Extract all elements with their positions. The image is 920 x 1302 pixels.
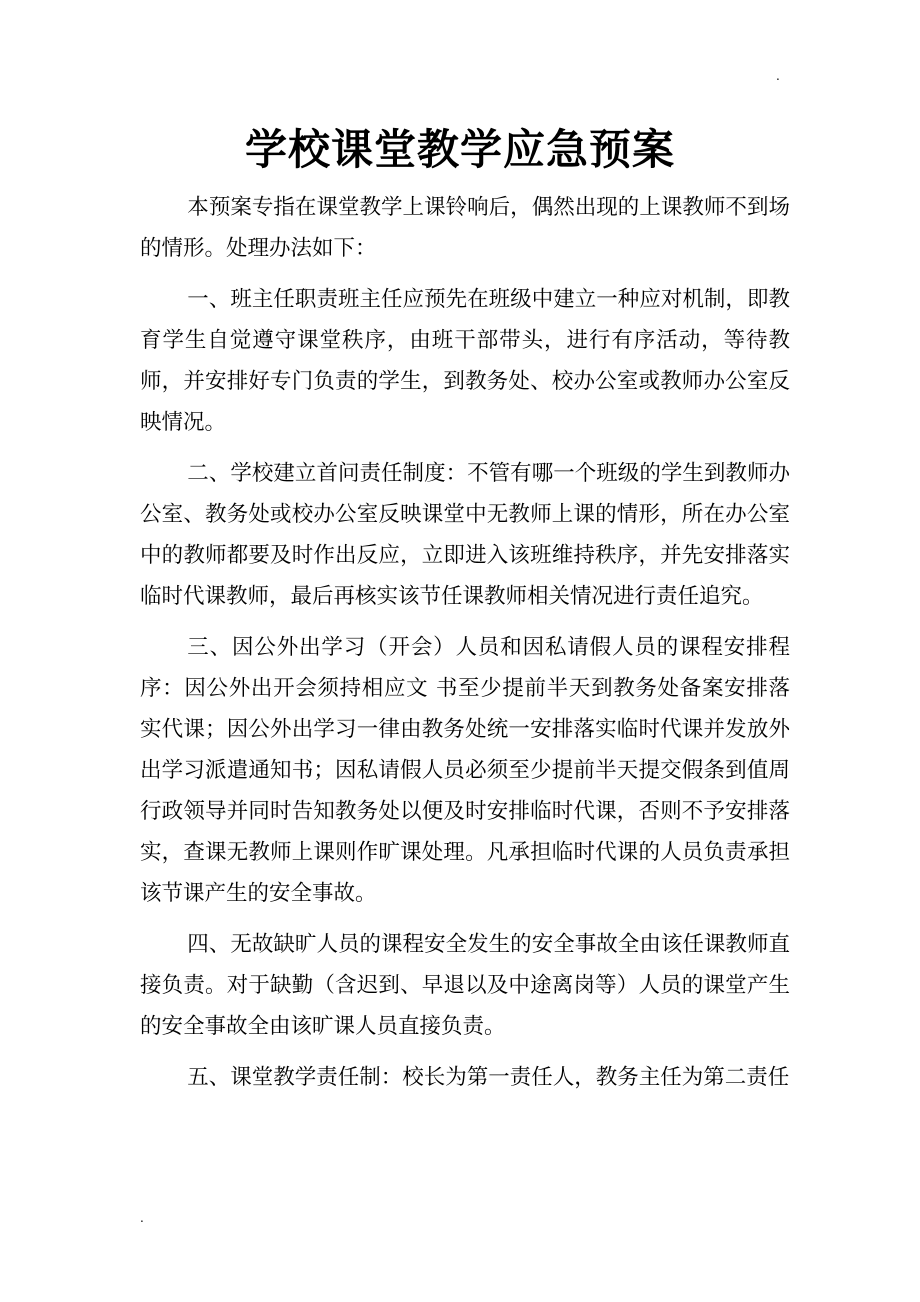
paragraph-section-4: 四、无故缺旷人员的课程安全发生的安全事故全由该任课教师直接负责。对于缺勤（含迟到、早退以及中途离岗等）人员的课堂产生的安全事故全由该旷课人员直接负责。 [140, 932, 790, 1039]
page-corner-mark-top: . [776, 69, 780, 83]
paragraph-section-5: 五、课堂教学责任制：校长为第一责任人，教务主任为第二责任 [187, 1065, 790, 1090]
paragraph-section-1: 一、班主任职责班主任应预先在班级中建立一种应对机制，即教育学生自觉遵守课堂秩序，由班干部带头，进行有序活动，等待教师，并安排好专门负责的学生，到教务处、校办公室或教师办公室反映情况。 [140, 287, 790, 435]
paragraph-section-2: 二、学校建立首问责任制度：不管有哪一个班级的学生到教师办公室、教务处或校办公室反映课堂中无教师上课的情形，所在办公室中的教师都要及时作出反应，立即进入该班维持秩序，并先安排落实临时代课教师，最后再核实该节任课教师相关情况进行责任追究。 [140, 461, 790, 609]
document-title: 学校课堂教学应急预案 [244, 125, 675, 174]
paragraph-intro: 本预案专指在课堂教学上课铃响后，偶然出现的上课教师不到场的情形。处理办法如下： [140, 195, 790, 261]
document-body [140, 187, 790, 1098]
paragraph-section-3: 三、因公外出学习（开会）人员和因私请假人员的课程安排程序：因公外出开会须持相应文 书至少提前半天到教务处备案安排落实代课；因公外出学习一律由教务处统一安排落实临时代课并发放外出学习派遣通知书；因私请假人员必须至少提前半天提交假条到值周行政领导并同时告知教务处以便及时安排临时代课，否则不予安排落实，查课无教师上课则作旷课处理。凡承担临时代课的人员负责承担该节课产生的安全事故。 [140, 635, 790, 906]
page-corner-mark-bottom: . [140, 1211, 144, 1225]
